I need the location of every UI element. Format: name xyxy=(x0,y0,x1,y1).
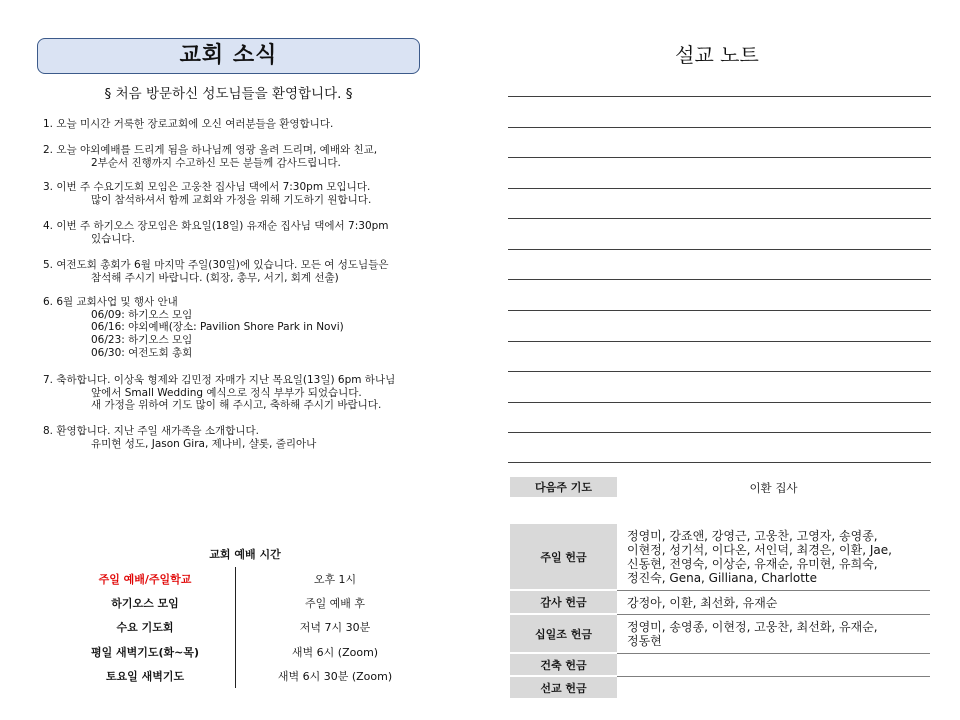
worship-row xyxy=(55,664,435,688)
event-schedule-line: 06/09: 하기오스 모임 xyxy=(91,308,193,321)
offering-row xyxy=(510,615,930,654)
announcement-item xyxy=(43,181,371,206)
worship-time: 저녁 7시 30분 xyxy=(299,621,371,634)
offering-label: 감사 헌금 xyxy=(510,591,617,615)
sermon-note-line xyxy=(508,432,931,433)
announcement-line: 유미현 성도, Jason Gira, 제나비, 샬롯, 줄리아나 xyxy=(91,437,317,450)
announcement-line: 1. 오늘 미시간 거룩한 장로교회에 오신 여러분들을 환영합니다. xyxy=(43,118,334,130)
announcement-line: 많이 참석하셔서 함께 교회와 가정을 위해 기도하기 원합니다. xyxy=(91,193,372,206)
announcement-line: 3. 이번 주 수요기도회 모임은 고웅찬 집사님 댁에서 7:30pm 모입니다. xyxy=(43,181,371,193)
worship-name: 수요 기도회 xyxy=(116,621,174,634)
announcement-item xyxy=(43,220,389,245)
announcement-item xyxy=(43,296,344,360)
sermon-note-line xyxy=(508,127,931,128)
worship-name: 주일 예배/주일학교 xyxy=(98,573,192,586)
worship-name: 토요일 새벽기도 xyxy=(105,670,185,683)
sermon-note-line xyxy=(508,310,931,311)
announcement-line: 6. 6월 교회사업 및 행사 안내 xyxy=(43,296,178,308)
worship-row xyxy=(55,640,435,664)
worship-name: 하기오스 모임 xyxy=(111,597,179,610)
worship-row xyxy=(55,615,435,639)
announcement-item xyxy=(43,259,389,284)
worship-time: 오후 1시 xyxy=(313,573,357,586)
announcement-item xyxy=(43,144,377,169)
announcement-line: 7. 축하합니다. 이상욱 형제와 김민정 자매가 지난 목요일(13일) 6pm 하나님 xyxy=(43,374,396,386)
sermon-note-line xyxy=(508,218,931,219)
offering-names xyxy=(617,654,930,677)
offering-name-line: 이현정, 성기석, 이다온, 서인덕, 최경은, 이환, Jae, xyxy=(627,543,892,557)
sermon-note-line xyxy=(508,157,931,158)
announcement-item xyxy=(43,118,333,131)
offering-label: 선교 헌금 xyxy=(510,677,617,700)
prayer-label: 다음주 기도 xyxy=(510,477,617,499)
offering-label: 십일조 헌금 xyxy=(510,615,617,654)
offering-name-line: 신동현, 전영숙, 이상순, 유재순, 유미현, 유희숙, xyxy=(627,557,878,571)
prayer-row xyxy=(510,477,930,499)
announcement-line: 5. 여전도회 총회가 6월 마지막 주일(30일)에 있습니다. 모든 여 성도님들은 xyxy=(43,259,389,271)
welcome-message: § 처음 방문하신 성도님들을 환영합니다. § xyxy=(104,86,353,102)
sermon-note-line xyxy=(508,249,931,250)
sermon-note-line xyxy=(508,341,931,342)
sermon-notes-title: 설교 노트 xyxy=(675,43,759,67)
worship-time: 주일 예배 후 xyxy=(304,597,366,610)
sermon-note-line xyxy=(508,279,931,280)
announcement-item xyxy=(43,374,395,412)
offering-row xyxy=(510,654,930,677)
announcement-line: 8. 환영합니다. 지난 주일 새가족을 소개합니다. xyxy=(43,425,259,437)
sermon-note-line xyxy=(508,462,931,463)
announcement-line: 4. 이번 주 하기오스 장모임은 화요일(18일) 유재순 집사님 댁에서 7:30pm xyxy=(43,220,389,232)
offering-name-line: 정영미, 송영종, 이현정, 고웅찬, 최선화, 유재순, xyxy=(627,620,878,634)
event-schedule-line: 06/30: 여전도회 총회 xyxy=(91,346,193,359)
offering-names xyxy=(617,677,930,700)
sermon-note-line xyxy=(508,402,931,403)
offering-name-line: 강정아, 이환, 최선화, 유재순 xyxy=(627,595,778,610)
offering-label: 주일 헌금 xyxy=(510,524,617,591)
offering-row xyxy=(510,677,930,700)
sermon-note-line xyxy=(508,96,931,97)
offering-names xyxy=(617,591,930,615)
announcement-line: 새 가정을 위하여 기도 많이 해 주시고, 축하해 주시기 바랍니다. xyxy=(91,399,382,412)
worship-row xyxy=(55,567,435,591)
announcement-line: 2부순서 진행까지 수고하신 모든 분들께 감사드립니다. xyxy=(91,156,341,169)
sermon-note-line xyxy=(508,188,931,189)
news-header xyxy=(37,38,420,74)
announcement-line: 있습니다. xyxy=(91,232,135,245)
announcement-line: 앞에서 Small Wedding 예식으로 정식 부부가 되었습니다. xyxy=(91,386,362,399)
announcement-item xyxy=(43,425,316,450)
event-schedule-line: 06/23: 하기오스 모임 xyxy=(91,334,193,347)
worship-time: 새벽 6시 30분 (Zoom) xyxy=(277,670,393,683)
offering-names xyxy=(617,615,930,654)
announcement-line: 참석해 주시기 바랍니다. (회장, 총무, 서기, 회계 선출) xyxy=(91,271,339,284)
announcement-line: 2. 오늘 야외예배를 드리게 됨을 하나님께 영광 올려 드리며, 예배와 친교, xyxy=(43,144,378,156)
offering-row xyxy=(510,591,930,615)
news-title: 교회 소식 xyxy=(179,43,278,68)
sermon-note-line xyxy=(508,371,931,372)
worship-schedule-title: 교회 예배 시간 xyxy=(209,548,281,561)
offering-name-line: 정동현 xyxy=(627,634,662,648)
worship-name: 평일 새벽기도(화~목) xyxy=(90,646,200,659)
prayer-value: 이환 집사 xyxy=(749,481,798,495)
offering-label: 건축 헌금 xyxy=(510,654,617,677)
offering-name-line: 정영미, 강죠앤, 강영근, 고웅찬, 고영자, 송영종, xyxy=(627,529,878,543)
worship-row xyxy=(55,591,435,615)
event-schedule-line: 06/16: 야외예배(장소: Pavilion Shore Park in Novi) xyxy=(91,321,344,334)
offering-names xyxy=(617,524,930,591)
worship-time: 새벽 6시 (Zoom) xyxy=(291,646,379,659)
offering-name-line: 정진숙, Gena, Gilliana, Charlotte xyxy=(627,571,817,585)
offering-row xyxy=(510,524,930,591)
